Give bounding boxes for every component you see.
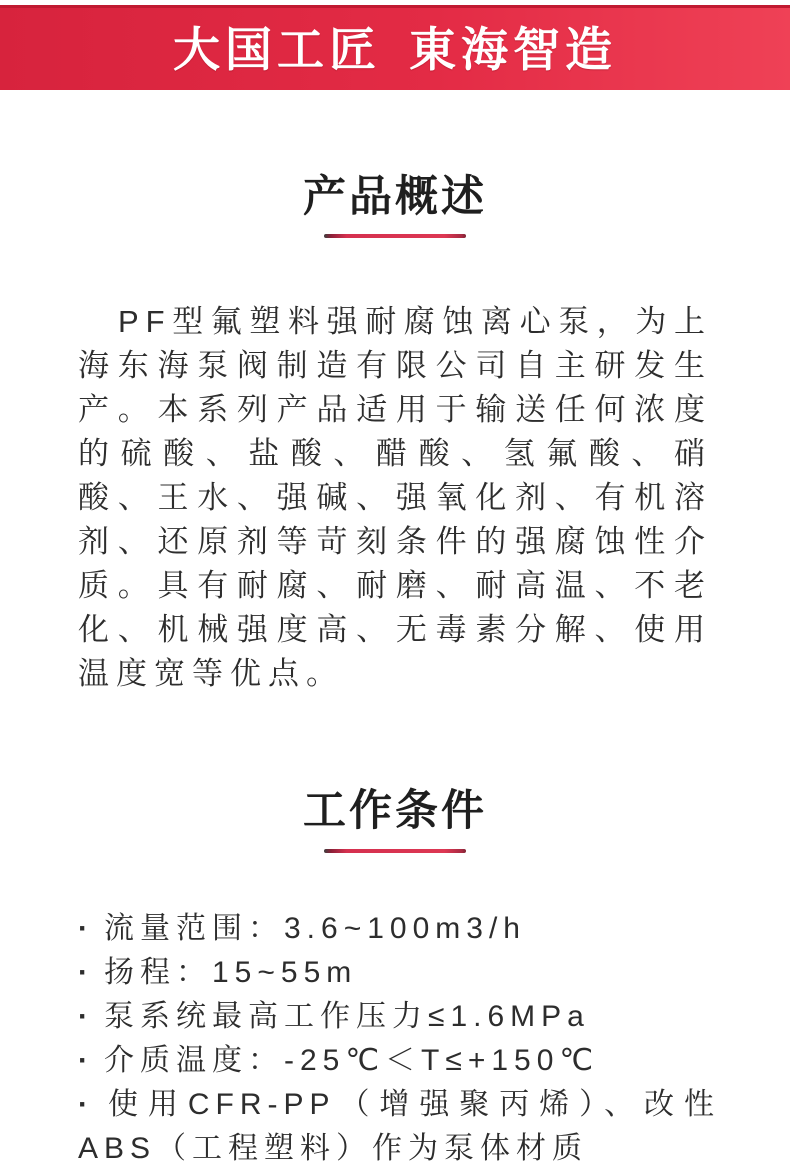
list-item-text: 泵系统最高工作压力≤1.6MPa	[104, 999, 590, 1033]
list-item-text: 使用CFR-PP（增强聚丙烯）、改性ABS（工程塑料）作为泵体材质	[78, 1087, 720, 1165]
list-item-text: 扬程：15~55m	[104, 955, 358, 989]
list-item-text: 介质温度：-25℃＜T≤+150℃	[104, 1043, 600, 1077]
section-head-conditions	[0, 696, 790, 852]
list-item-pressure	[78, 995, 720, 1039]
list-item-text: 流量范围：3.6~100m3/h	[104, 911, 526, 945]
section-product-overview	[0, 90, 790, 696]
list-item-temperature	[78, 1039, 720, 1083]
title-underline	[324, 849, 466, 853]
section-working-conditions	[0, 696, 790, 1170]
section-title-working-conditions: 工作条件	[303, 787, 487, 836]
title-underline	[324, 234, 466, 238]
section-head-overview	[0, 90, 790, 238]
working-conditions-list	[78, 907, 720, 1171]
bullet-icon: ·	[78, 955, 94, 989]
section-title-product-overview: 产品概述	[303, 173, 487, 221]
banner-title: 大国工匠 東海智造	[172, 22, 618, 76]
bullet-icon: ·	[78, 999, 94, 1033]
bullet-icon: ·	[78, 911, 94, 945]
list-item-material	[78, 1083, 720, 1171]
bullet-icon: ·	[78, 1087, 94, 1121]
list-item-head	[78, 951, 720, 995]
header-banner	[0, 5, 790, 90]
list-item-flow-range	[78, 907, 720, 951]
product-description: PF型氟塑料强耐腐蚀离心泵，为上海东海泵阀制造有限公司自主研发生产。本系列产品适用于输送任何浓度的硫酸、盐酸、醋酸、氢氟酸、硝酸、王水、强碱、强氧化剂、有机溶剂、还原剂等苛刻条件的强腐蚀性介质。具有耐腐、耐磨、耐高温、不老化、机械强度高、无毒素分解、使用温度宽等优点。	[78, 304, 712, 692]
bullet-icon: ·	[78, 1043, 94, 1077]
